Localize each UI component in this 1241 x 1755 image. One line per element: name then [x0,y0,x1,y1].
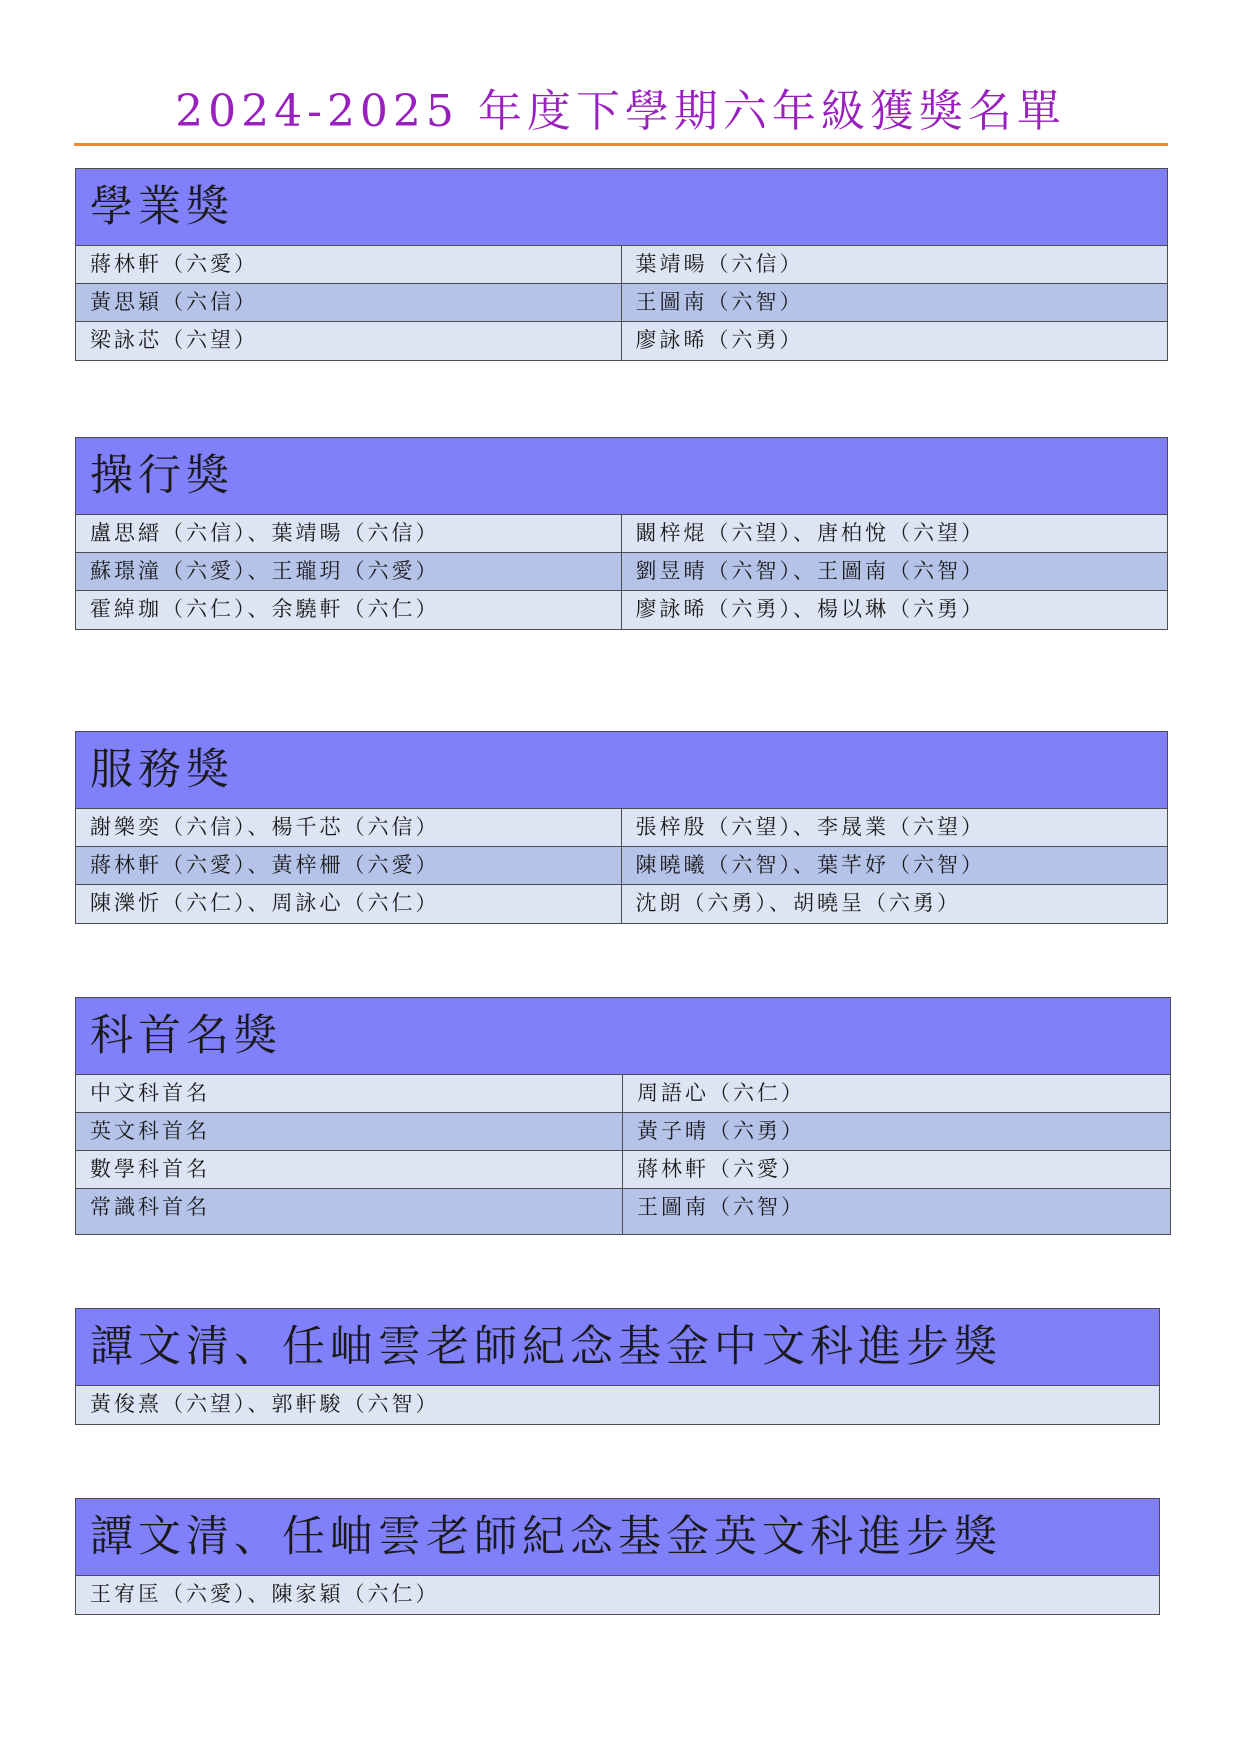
subject-cell: 英文科首名 [76,1113,623,1150]
subject-cell: 數學科首名 [76,1151,623,1188]
english-progress-award-heading: 譚文清、任岫雲老師紀念基金英文科進步獎 [76,1499,1159,1576]
winner-cell: 謝樂奕（六信）、楊千芯（六信） [76,809,622,846]
winner-cell: 張梓殷（六望）、李晟業（六望） [635,815,985,839]
service-award-table [75,731,1168,924]
winner-cell: 王圖南（六智） [635,290,804,314]
table-row [76,515,1167,553]
table-row [76,591,1167,629]
table-row [76,1189,1170,1234]
table-row [76,1151,1170,1189]
winner-cell: 黃俊熹（六望）、郭軒駿（六智） [90,1392,440,1416]
table-row [76,885,1167,923]
academic-award-table [75,168,1168,361]
winner-cell: 周語心（六仁） [637,1081,805,1105]
conduct-award-heading: 操行獎 [76,438,1167,515]
page-title: 2024-2025 年度下學期六年級獲獎名單 [175,86,1066,137]
winner-cell: 黃子晴（六勇） [637,1119,805,1143]
subject-cell: 常識科首名 [76,1189,623,1234]
winner-cell: 梁詠芯（六望） [76,322,622,360]
title-underline [74,143,1168,146]
table-row [76,1576,1159,1614]
winner-cell: 蔣林軒（六愛） [76,246,622,283]
winner-cell: 陳曉曦（六智）、葉芊妤（六智） [635,853,985,877]
table-row [76,322,1167,360]
conduct-award-table [75,437,1168,630]
winner-cell: 葉靖暘（六信） [635,252,804,276]
winner-cell: 闞梓焜（六望）、唐柏悅（六望） [635,521,985,545]
winner-cell: 廖詠晞（六勇）、楊以琳（六勇） [635,597,985,621]
chinese-progress-award-table [75,1308,1160,1425]
winner-cell: 王宥匡（六愛）、陳家穎（六仁） [90,1582,440,1606]
table-row [76,847,1167,885]
chinese-progress-award-heading: 譚文清、任岫雲老師紀念基金中文科進步獎 [76,1309,1159,1386]
table-row [76,1113,1170,1151]
winner-cell: 黃思穎（六信） [76,284,622,321]
table-row [76,809,1167,847]
service-award-heading: 服務獎 [76,732,1167,809]
winner-cell: 劉昱晴（六智）、王圖南（六智） [635,559,985,583]
winner-cell: 陳濼忻（六仁）、周詠心（六仁） [76,885,622,923]
academic-award-heading: 學業獎 [76,169,1167,246]
winner-cell: 蔣林軒（六愛） [637,1157,805,1181]
winner-cell: 蔣林軒（六愛）、黃梓柵（六愛） [76,847,622,884]
winner-cell: 蘇璟潼（六愛）、王瓏玥（六愛） [76,553,622,590]
table-row [76,246,1167,284]
winner-cell: 沈朗（六勇）、胡曉呈（六勇） [635,891,961,915]
winner-cell: 盧思縉（六信）、葉靖暘（六信） [76,515,622,552]
top-subject-award-table [75,997,1171,1235]
subject-cell: 中文科首名 [76,1075,623,1112]
table-row [76,553,1167,591]
table-row [76,1386,1159,1424]
winner-cell: 霍綽珈（六仁）、余驍軒（六仁） [76,591,622,629]
table-row [76,284,1167,322]
table-row [76,1075,1170,1113]
english-progress-award-table [75,1498,1160,1615]
top-subject-award-heading: 科首名獎 [76,998,1170,1075]
winner-cell: 廖詠晞（六勇） [635,328,804,352]
winner-cell: 王圖南（六智） [637,1195,805,1219]
